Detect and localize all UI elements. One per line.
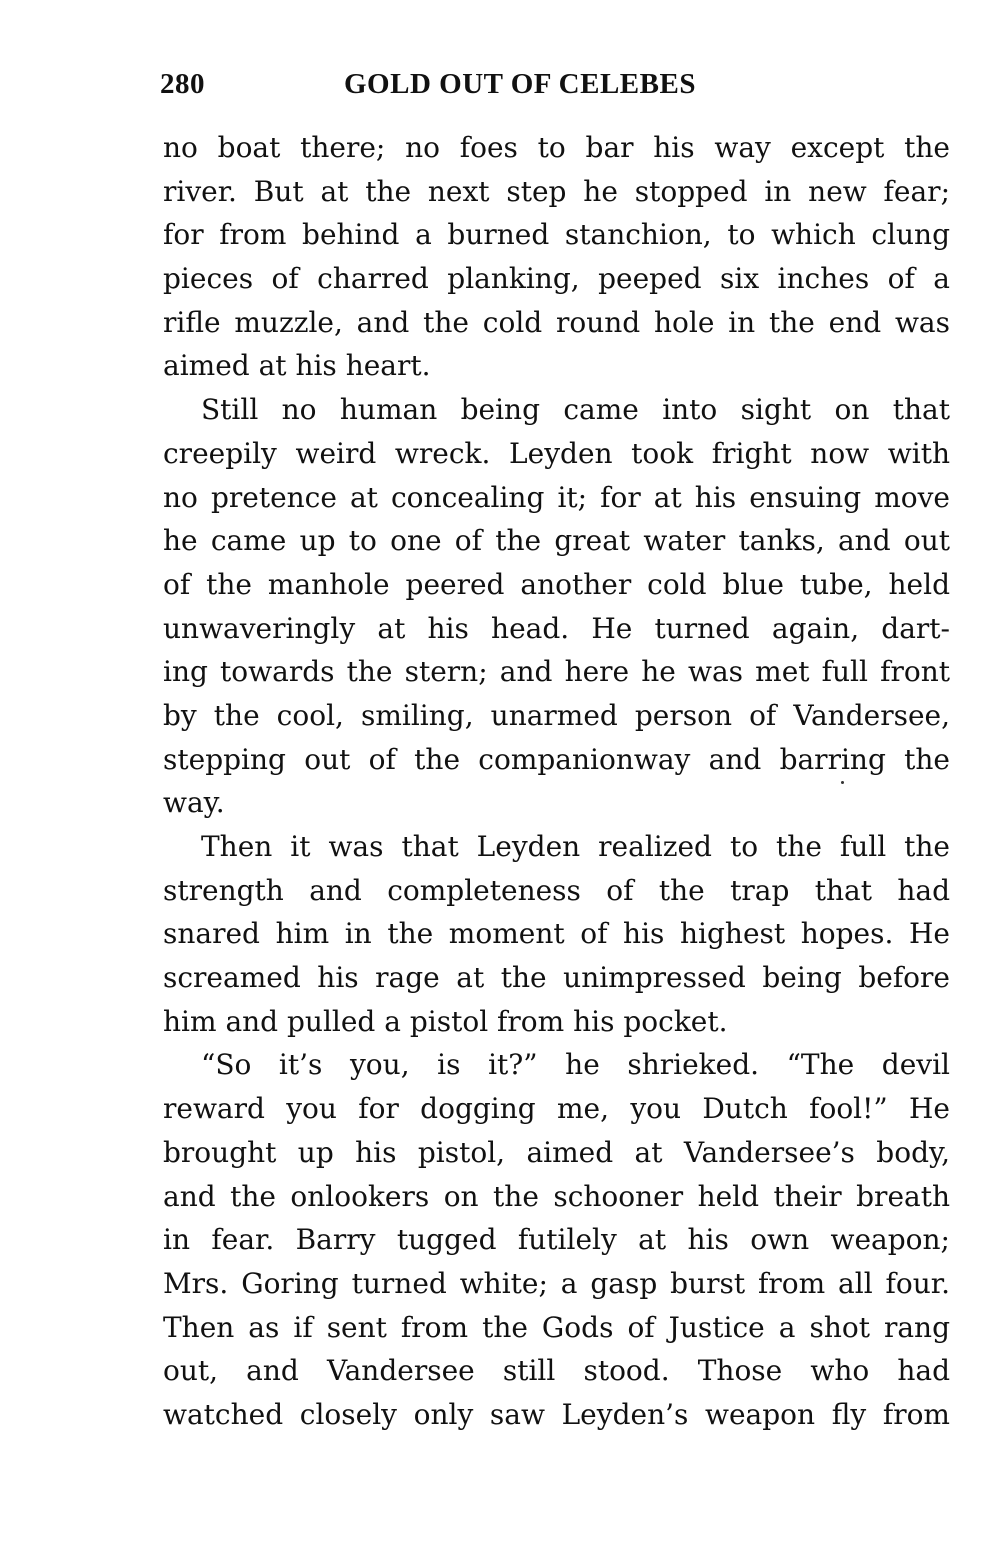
text-line: Then it was that Leyden realized to the full the [201, 830, 950, 863]
text-line: Still no human being came into sight on that [201, 393, 950, 427]
text-line: of the manhole peered another cold blue tube, held [163, 567, 950, 601]
print-speck [841, 781, 844, 784]
body-text [163, 126, 950, 1437]
text-line: stepping out of the companionway and barring the [163, 742, 950, 776]
text-line: ing towards the stern; and here he was met full front [163, 655, 950, 689]
text-line: out, and Vandersee still stood. Those who had [163, 1354, 950, 1388]
text-line: “So it’s you, is it?” he shrieked. “The devil [201, 1048, 950, 1082]
text-line: no boat there; no foes to bar his way except the [163, 131, 950, 164]
text-line: and the onlookers on the schooner held their breath [163, 1179, 950, 1213]
text-line: him and pulled a pistol from his pocket. [163, 1004, 728, 1038]
text-line: snared him in the moment of his highest hopes. He [163, 917, 950, 951]
text-line: in fear. Barry tugged futilely at his own weapon; [163, 1223, 950, 1257]
running-title: GOLD OUT OF CELEBES [344, 68, 696, 100]
text-line: reward you for dogging me, you Dutch fool!” He [163, 1092, 950, 1126]
text-line: for from behind a burned stanchion, to which clung [163, 218, 950, 252]
text-line: brought up his pistol, aimed at Vandersee’s body, [163, 1135, 950, 1169]
text-line: aimed at his heart. [163, 349, 431, 383]
text-line: pieces of charred planking, peeped six inches of a [163, 262, 950, 296]
text-line: he came up to one of the great water tanks, and out [163, 524, 950, 558]
text-line: rifle muzzle, and the cold round hole in the end was [163, 305, 950, 339]
text-line: screamed his rage at the unimpressed being before [163, 961, 950, 995]
page-header [160, 62, 950, 106]
text-line: no pretence at concealing it; for at his ensuing move [163, 480, 950, 514]
text-line: creepily weird wreck. Leyden took fright now with [163, 436, 950, 470]
text-line: Then as if sent from the Gods of Justice a shot rang [163, 1310, 950, 1344]
text-line: river. But at the next step he stopped in new fear; [163, 174, 950, 208]
text-line: unwaveringly at his head. He turned again, dart- [163, 611, 950, 645]
text-line: strength and completeness of the trap that had [163, 873, 950, 907]
text-line: watched closely only saw Leyden’s weapon fly from [163, 1397, 950, 1431]
text-line: Mrs. Goring turned white; a gasp burst from all four. [163, 1266, 950, 1300]
page-number: 280 [160, 68, 205, 100]
text-line: way. [163, 786, 225, 820]
text-line: by the cool, smiling, unarmed person of Vandersee, [163, 698, 950, 732]
